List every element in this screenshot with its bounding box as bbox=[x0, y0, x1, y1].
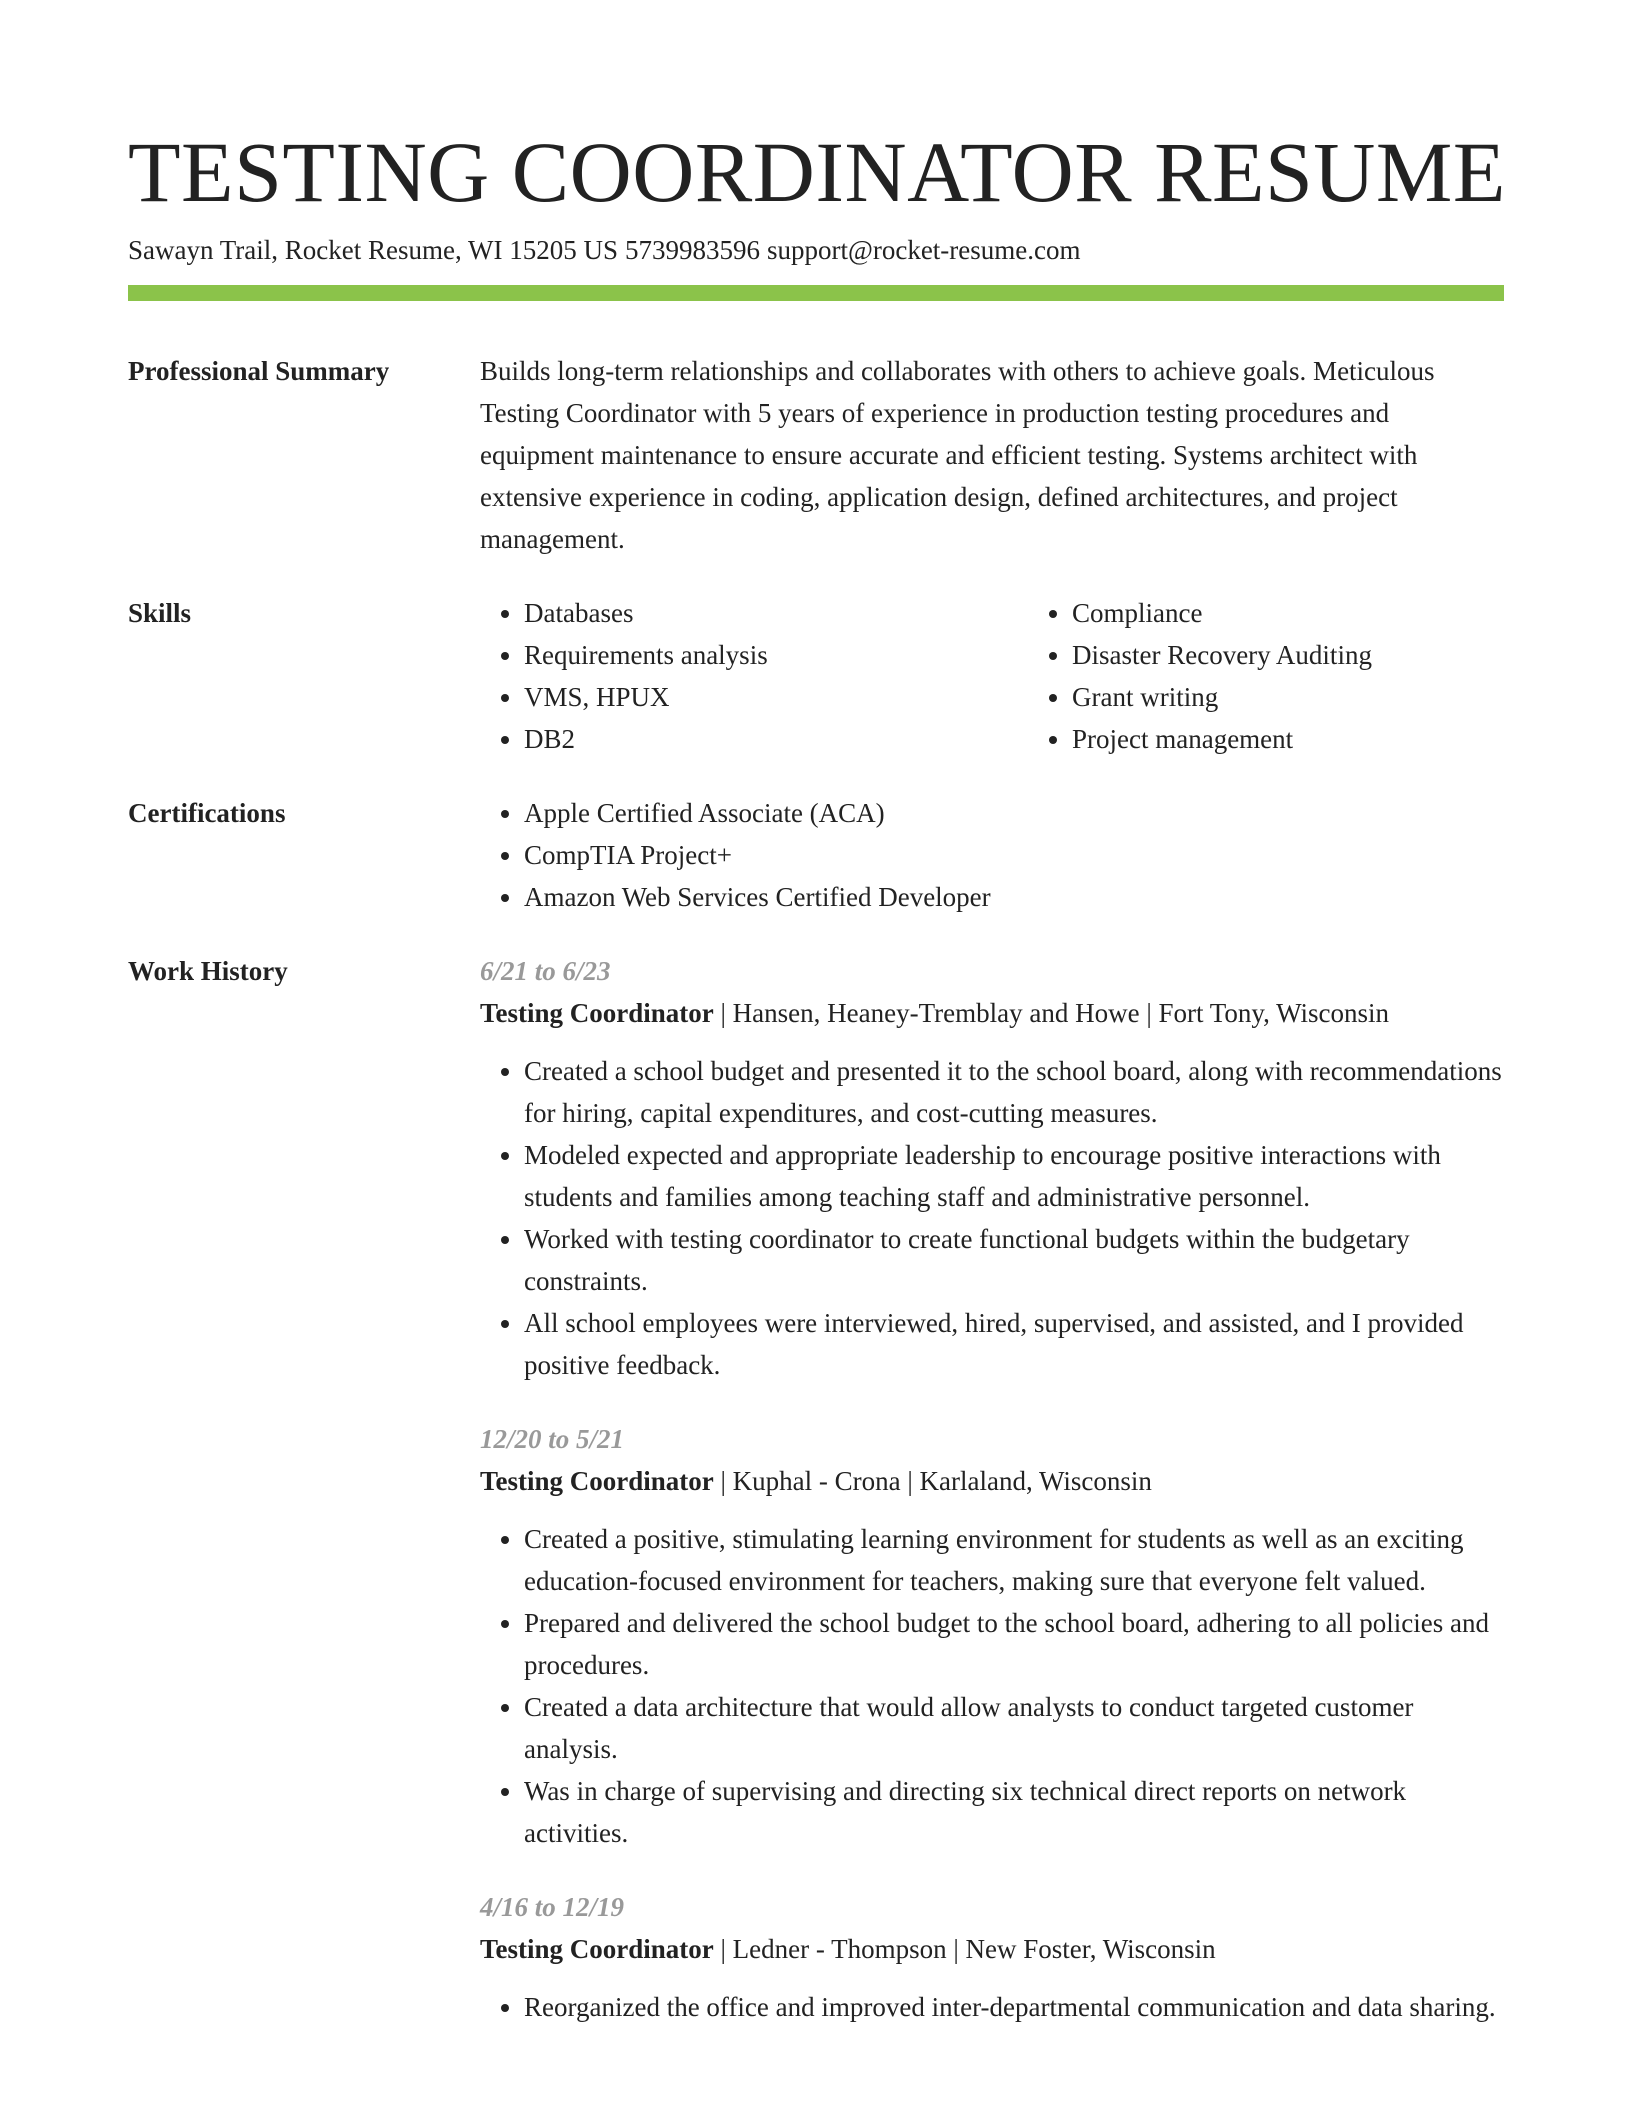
job-bullet: • Was in charge of supervising and directing six technical direct reports on network activities. bbox=[524, 1770, 1504, 1854]
job-bullet: • Created a school budget and presented it to the school board, along with recommendations for hiring, capital expenditures, and cost-cutting measures. bbox=[524, 1050, 1504, 1134]
job-bullets bbox=[480, 1050, 1504, 1386]
certification-item: • Amazon Web Services Certified Developer bbox=[524, 876, 1504, 918]
job-bullet: • Modeled expected and appropriate leadership to encourage positive interactions with students and families among teaching staff and administrative personnel. bbox=[524, 1134, 1504, 1218]
certifications-section bbox=[128, 792, 1504, 918]
skill-item: • Databases bbox=[524, 592, 1028, 634]
job-bullet: • Reorganized the office and improved inter-departmental communication and data sharing. bbox=[524, 1986, 1504, 2028]
summary-text: Builds long-term relationships and collaborates with others to achieve goals. Meticulous Testing Coordinator with 5 years of experience in production testing procedures and equipment maintenance to ensure accurate and efficient testing. Systems architect with extensive experience in coding, application design, defined architectures, and project management. bbox=[480, 356, 1435, 554]
job-bullet: • Created a positive, stimulating learning environment for students as well as an exciting education-focused environment for teachers, making sure that everyone felt valued. bbox=[524, 1518, 1504, 1602]
work-history-section bbox=[128, 950, 1504, 2060]
job-title-line bbox=[480, 1928, 1504, 1970]
contact-line bbox=[128, 230, 1081, 270]
work-history-body bbox=[480, 950, 1504, 2060]
job-entry bbox=[480, 1418, 1504, 1854]
job-dates: 12/20 to 5/21 bbox=[480, 1424, 625, 1454]
job-bullet: • All school employees were interviewed, hired, supervised, and assisted, and I provided positive feedback. bbox=[524, 1302, 1504, 1386]
skill-item: • DB2 bbox=[524, 718, 1028, 760]
section-label-work-history: Work History bbox=[128, 956, 288, 986]
contact-phone: 5739983596 bbox=[624, 235, 760, 265]
certification-item: • Apple Certified Associate (ACA) bbox=[524, 792, 1504, 834]
skill-item: • Grant writing bbox=[1072, 676, 1532, 718]
job-bullet: • Prepared and delivered the school budget to the school board, adhering to all policies and procedures. bbox=[524, 1602, 1504, 1686]
certifications-list bbox=[480, 792, 1504, 918]
job-title: Testing Coordinator bbox=[480, 1466, 714, 1496]
skills-list-left bbox=[480, 592, 1028, 760]
job-entry bbox=[480, 950, 1504, 1386]
job-dates: 4/16 to 12/19 bbox=[480, 1892, 625, 1922]
job-title: Testing Coordinator bbox=[480, 1934, 714, 1964]
job-bullet: • Worked with testing coordinator to create functional budgets within the budgetary constraints. bbox=[524, 1218, 1504, 1302]
section-label-skills: Skills bbox=[128, 598, 192, 628]
skill-item: • Disaster Recovery Auditing bbox=[1072, 634, 1532, 676]
contact-email: support@rocket-resume.com bbox=[766, 235, 1081, 265]
professional-summary-section bbox=[128, 350, 1504, 560]
resume-content bbox=[128, 350, 1504, 2060]
job-title-line bbox=[480, 1460, 1504, 1502]
skill-item: • VMS, HPUX bbox=[524, 676, 1028, 718]
job-title-line bbox=[480, 992, 1504, 1034]
job-bullet: • Created a data architecture that would allow analysts to conduct targeted customer analysis. bbox=[524, 1686, 1504, 1770]
skill-item: • Requirements analysis bbox=[524, 634, 1028, 676]
skills-list-right bbox=[1028, 592, 1532, 760]
contact-address: Sawayn Trail, Rocket Resume, WI 15205 US bbox=[128, 235, 618, 265]
job-bullets bbox=[480, 1518, 1504, 1854]
certification-item: • CompTIA Project+ bbox=[524, 834, 1504, 876]
section-label-summary: Professional Summary bbox=[128, 356, 390, 386]
summary-body bbox=[480, 350, 1504, 560]
job-details: | Kuphal - Crona | Karlaland, Wisconsin bbox=[713, 1466, 1152, 1496]
job-bullets bbox=[480, 1986, 1504, 2028]
resume-title: TESTING COORDINATOR RESUME bbox=[128, 124, 1506, 220]
job-details: | Ledner - Thompson | New Foster, Wisconsin bbox=[713, 1934, 1216, 1964]
accent-divider bbox=[128, 285, 1504, 301]
job-details: | Hansen, Heaney-Tremblay and Howe | Fort Tony, Wisconsin bbox=[713, 998, 1390, 1028]
skill-item: • Compliance bbox=[1072, 592, 1532, 634]
section-label-certifications: Certifications bbox=[128, 798, 286, 828]
skills-section bbox=[128, 592, 1504, 760]
job-entry bbox=[480, 1886, 1504, 2028]
skills-grid bbox=[480, 592, 1532, 760]
job-dates: 6/21 to 6/23 bbox=[480, 956, 611, 986]
skill-item: • Project management bbox=[1072, 718, 1532, 760]
certifications-body bbox=[480, 792, 1504, 918]
job-title: Testing Coordinator bbox=[480, 998, 714, 1028]
